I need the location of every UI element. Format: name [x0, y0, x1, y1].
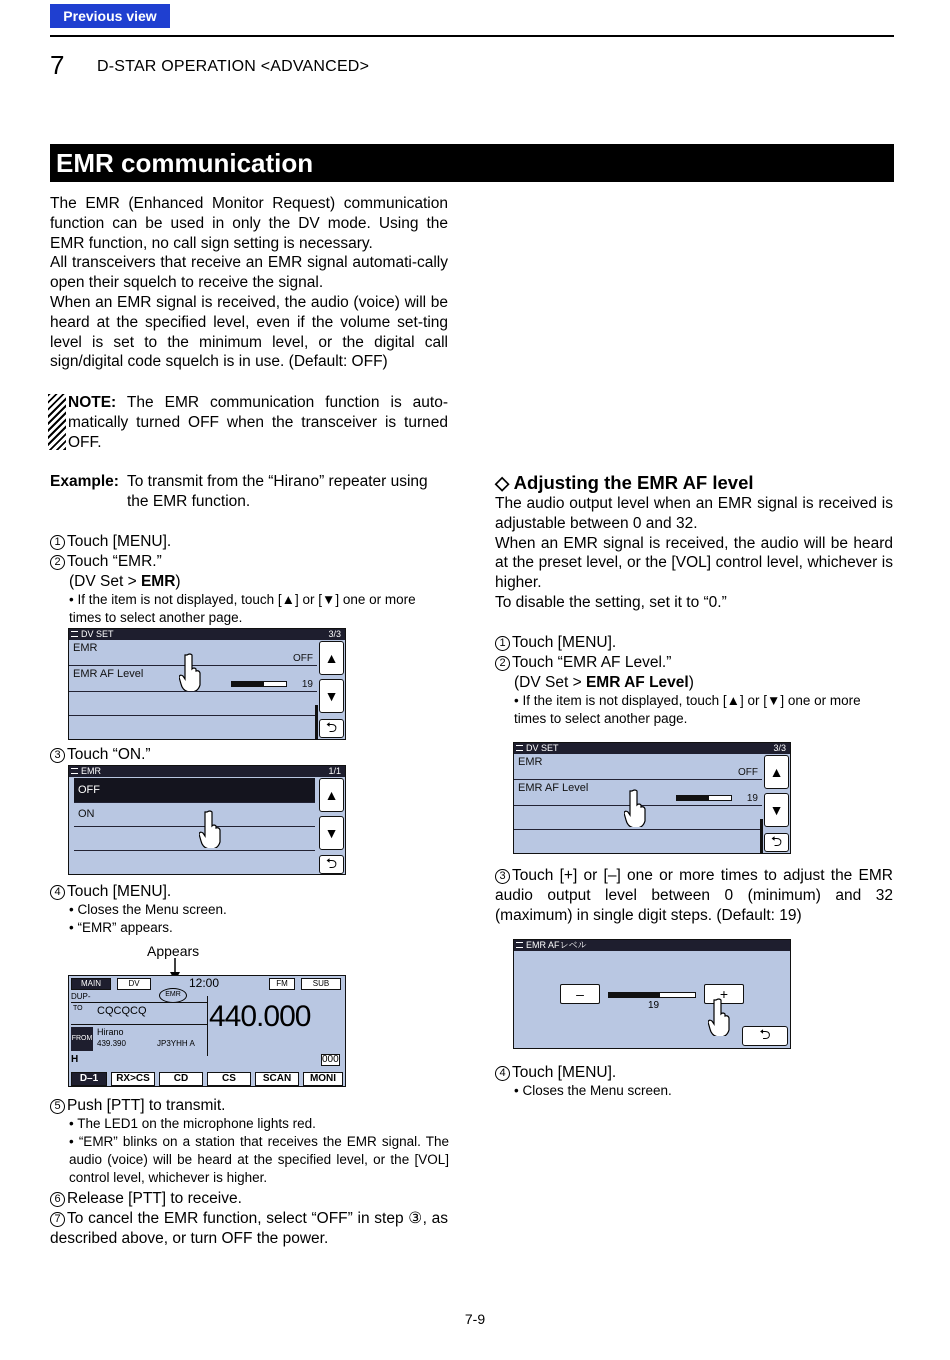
right-step-1: 1 Touch [MENU].: [495, 633, 616, 653]
right-intro: [495, 494, 893, 613]
level-bar: [231, 681, 287, 687]
left-step-6: 6 Release [PTT] to receive.: [50, 1189, 242, 1209]
from-name: Hirano: [97, 1027, 124, 1037]
header-rule: [50, 35, 894, 37]
dvset-screen-right: [513, 742, 791, 854]
divider: [71, 1002, 207, 1003]
note: [68, 393, 448, 452]
scrollbar[interactable]: [760, 819, 763, 853]
sub-tab[interactable]: SUB: [301, 978, 341, 990]
finger-pointer-icon: [199, 810, 221, 848]
from-callsign: JP3YHH A: [157, 1039, 195, 1048]
emr-screen: [68, 765, 346, 875]
down-button[interactable]: ▼: [319, 816, 344, 850]
right-step-3: 3 Touch [+] or [–] one or more times to adjust the EMR audio output level between 0 (minimum) and 32 (maximum) in single digit steps. (Default: 19): [495, 867, 893, 924]
to-value: CQCQCQ: [97, 1005, 147, 1017]
back-button[interactable]: ⮌: [742, 1026, 788, 1046]
emr-screen-header: EMR 1/1: [69, 766, 345, 777]
emr-af-level-screen: [513, 939, 791, 1049]
moni-button[interactable]: MONI: [303, 1072, 343, 1086]
right-paragraph-3: To disable the setting, set it to “0.”: [495, 593, 727, 611]
dvset-row-empty: [69, 692, 317, 716]
right-paragraph-2: When an EMR signal is received, the audio will be heard at the preset level, or the [VOL] control level, whichever is higher.: [495, 534, 893, 592]
rx-cs-button[interactable]: RX>CS: [111, 1072, 155, 1086]
finger-pointer-icon: [179, 653, 201, 691]
fm-tab[interactable]: FM: [269, 978, 295, 990]
right-step-4-bullet: • Closes the Menu screen.: [514, 1083, 672, 1098]
left-step-4-bullet-2: • “EMR” appears.: [69, 920, 173, 935]
intro-paragraph-2: All transceivers that receive an EMR signal automati-cally open their squelch to receive the signal.: [50, 254, 448, 292]
main-frequency[interactable]: 440.000: [209, 1000, 311, 1033]
intro-paragraph-3: When an EMR signal is received, the audio (voice) will be heard at the specified level, even if the volume set-ting level is set to the minimum level, or the digital call sign/digital code squelch is in use. (Default: OFF): [50, 293, 448, 371]
chapter-number: 7: [50, 50, 65, 80]
scan-button[interactable]: SCAN: [255, 1072, 299, 1086]
left-step-2-path: (DV Set > EMR): [69, 573, 181, 590]
previous-view-button[interactable]: Previous view: [50, 4, 170, 28]
left-step-4: 4 Touch [MENU].: [50, 882, 171, 902]
left-step-2: 2 Touch “EMR.”: [50, 552, 162, 572]
scrollbar[interactable]: [315, 705, 318, 739]
level-bar: [676, 795, 732, 801]
minus-button[interactable]: –: [560, 984, 600, 1004]
dvset-row-emr-af-level[interactable]: EMR AF Level 19: [514, 780, 762, 806]
down-button[interactable]: ▼: [319, 679, 344, 713]
dvset-row-emr[interactable]: EMR OFF: [69, 640, 317, 666]
left-step-5-bullet-2: • “EMR” blinks on a station that receives the EMR signal. The audio (voice) will be heard at the specified level, or the [VOL] control level, whichever is higher.: [69, 1134, 449, 1185]
back-button[interactable]: ⮌: [319, 719, 344, 738]
emr-indicator: EMR: [159, 988, 187, 1003]
cd-button[interactable]: CD: [159, 1072, 203, 1086]
finger-pointer-icon: [624, 789, 646, 827]
note-label: NOTE:: [68, 394, 117, 411]
dvset-row-emr[interactable]: EMR OFF: [514, 754, 762, 780]
menu-icon: [516, 942, 523, 948]
right-step-2-bullet: • If the item is not displayed, touch [▲] or [▼] one or more times to select another page.: [514, 693, 861, 726]
power-indicator: H: [71, 1054, 79, 1065]
level-value: 19: [648, 1000, 660, 1011]
level-screen-header: EMR AFレベル: [514, 940, 790, 951]
d1-button[interactable]: D–1: [71, 1072, 107, 1086]
up-button[interactable]: ▲: [319, 641, 344, 675]
left-step-7: 7 To cancel the EMR function, select “OFF” in step ③, as described above, or turn OFF the power.: [50, 1210, 448, 1247]
emr-option-on[interactable]: ON: [74, 803, 315, 827]
down-button[interactable]: ▼: [764, 793, 789, 827]
memory-channel: 000: [322, 1054, 339, 1065]
menu-icon: [71, 768, 78, 774]
dup-indicator: DUP-: [71, 992, 91, 1001]
main-tab[interactable]: MAIN: [71, 978, 111, 990]
page-number: 7-9: [464, 1311, 486, 1327]
dv-tab[interactable]: DV: [117, 978, 151, 990]
right-step-2-path: (DV Set > EMR AF Level): [514, 674, 694, 691]
appears-callout: Appears: [147, 943, 200, 959]
left-step-2-bullet: • If the item is not displayed, touch [▲] or [▼] one or more times to select another page.: [69, 592, 416, 625]
emr-row-empty: [74, 827, 315, 851]
right-step-2: 2 Touch “EMR AF Level.”: [495, 653, 671, 673]
plus-button[interactable]: +: [704, 984, 744, 1004]
left-step-1: 1 Touch [MENU].: [50, 532, 171, 552]
section-title: EMR communication: [50, 144, 894, 182]
dvset-screen-header: DV SET 3/3: [69, 629, 345, 640]
left-step-4-bullet-1: • Closes the Menu screen.: [69, 902, 227, 917]
from-label: FROM: [71, 1027, 93, 1051]
example-text: To transmit from the “Hirano” repeater using the EMR function.: [127, 473, 428, 510]
left-step-5-bullet-1: • The LED1 on the microphone lights red.: [69, 1116, 316, 1131]
menu-icon: [71, 631, 78, 637]
to-label: TO: [73, 1005, 83, 1012]
emr-option-off[interactable]: OFF: [74, 778, 315, 803]
divider: [71, 1024, 207, 1025]
note-hatch-icon: [48, 394, 66, 450]
note-text: The EMR communication function is auto-matically turned OFF when the transceiver is turned OFF.: [68, 394, 449, 451]
back-button[interactable]: ⮌: [319, 855, 344, 874]
dvset-screen-left: [68, 628, 346, 740]
main-screen: [68, 975, 346, 1087]
dvset-row-emr-af-level[interactable]: EMR AF Level 19: [69, 666, 317, 692]
finger-pointer-icon: [708, 998, 730, 1036]
up-button[interactable]: ▲: [319, 778, 344, 812]
divider: [207, 996, 208, 1056]
back-button[interactable]: ⮌: [764, 833, 789, 852]
right-step-4: 4 Touch [MENU].: [495, 1063, 616, 1083]
level-slider[interactable]: [608, 992, 696, 998]
cs-button[interactable]: CS: [207, 1072, 251, 1086]
clock: 12:00: [189, 976, 220, 990]
intro-text: [50, 194, 448, 372]
left-step-3: 3 Touch “ON.”: [50, 745, 151, 765]
dvset-screen-header: DV SET 3/3: [514, 743, 790, 754]
up-button[interactable]: ▲: [764, 755, 789, 789]
from-frequency: 439.390: [97, 1039, 126, 1048]
menu-icon: [516, 745, 523, 751]
left-step-5: 5 Push [PTT] to transmit.: [50, 1096, 226, 1116]
right-paragraph-1: The audio output level when an EMR signal is received is adjustable between 0 and 32.: [495, 495, 893, 532]
intro-paragraph-1: The EMR (Enhanced Monitor Request) communication function can be used in only the DV mode. Using the EMR function, no call sign setting is necessary.: [50, 195, 448, 252]
example-label: Example:: [50, 473, 119, 490]
chapter-title: D-STAR OPERATION <ADVANCED>: [97, 58, 370, 75]
subsection-title: ◇ Adjusting the EMR AF level: [495, 472, 754, 493]
